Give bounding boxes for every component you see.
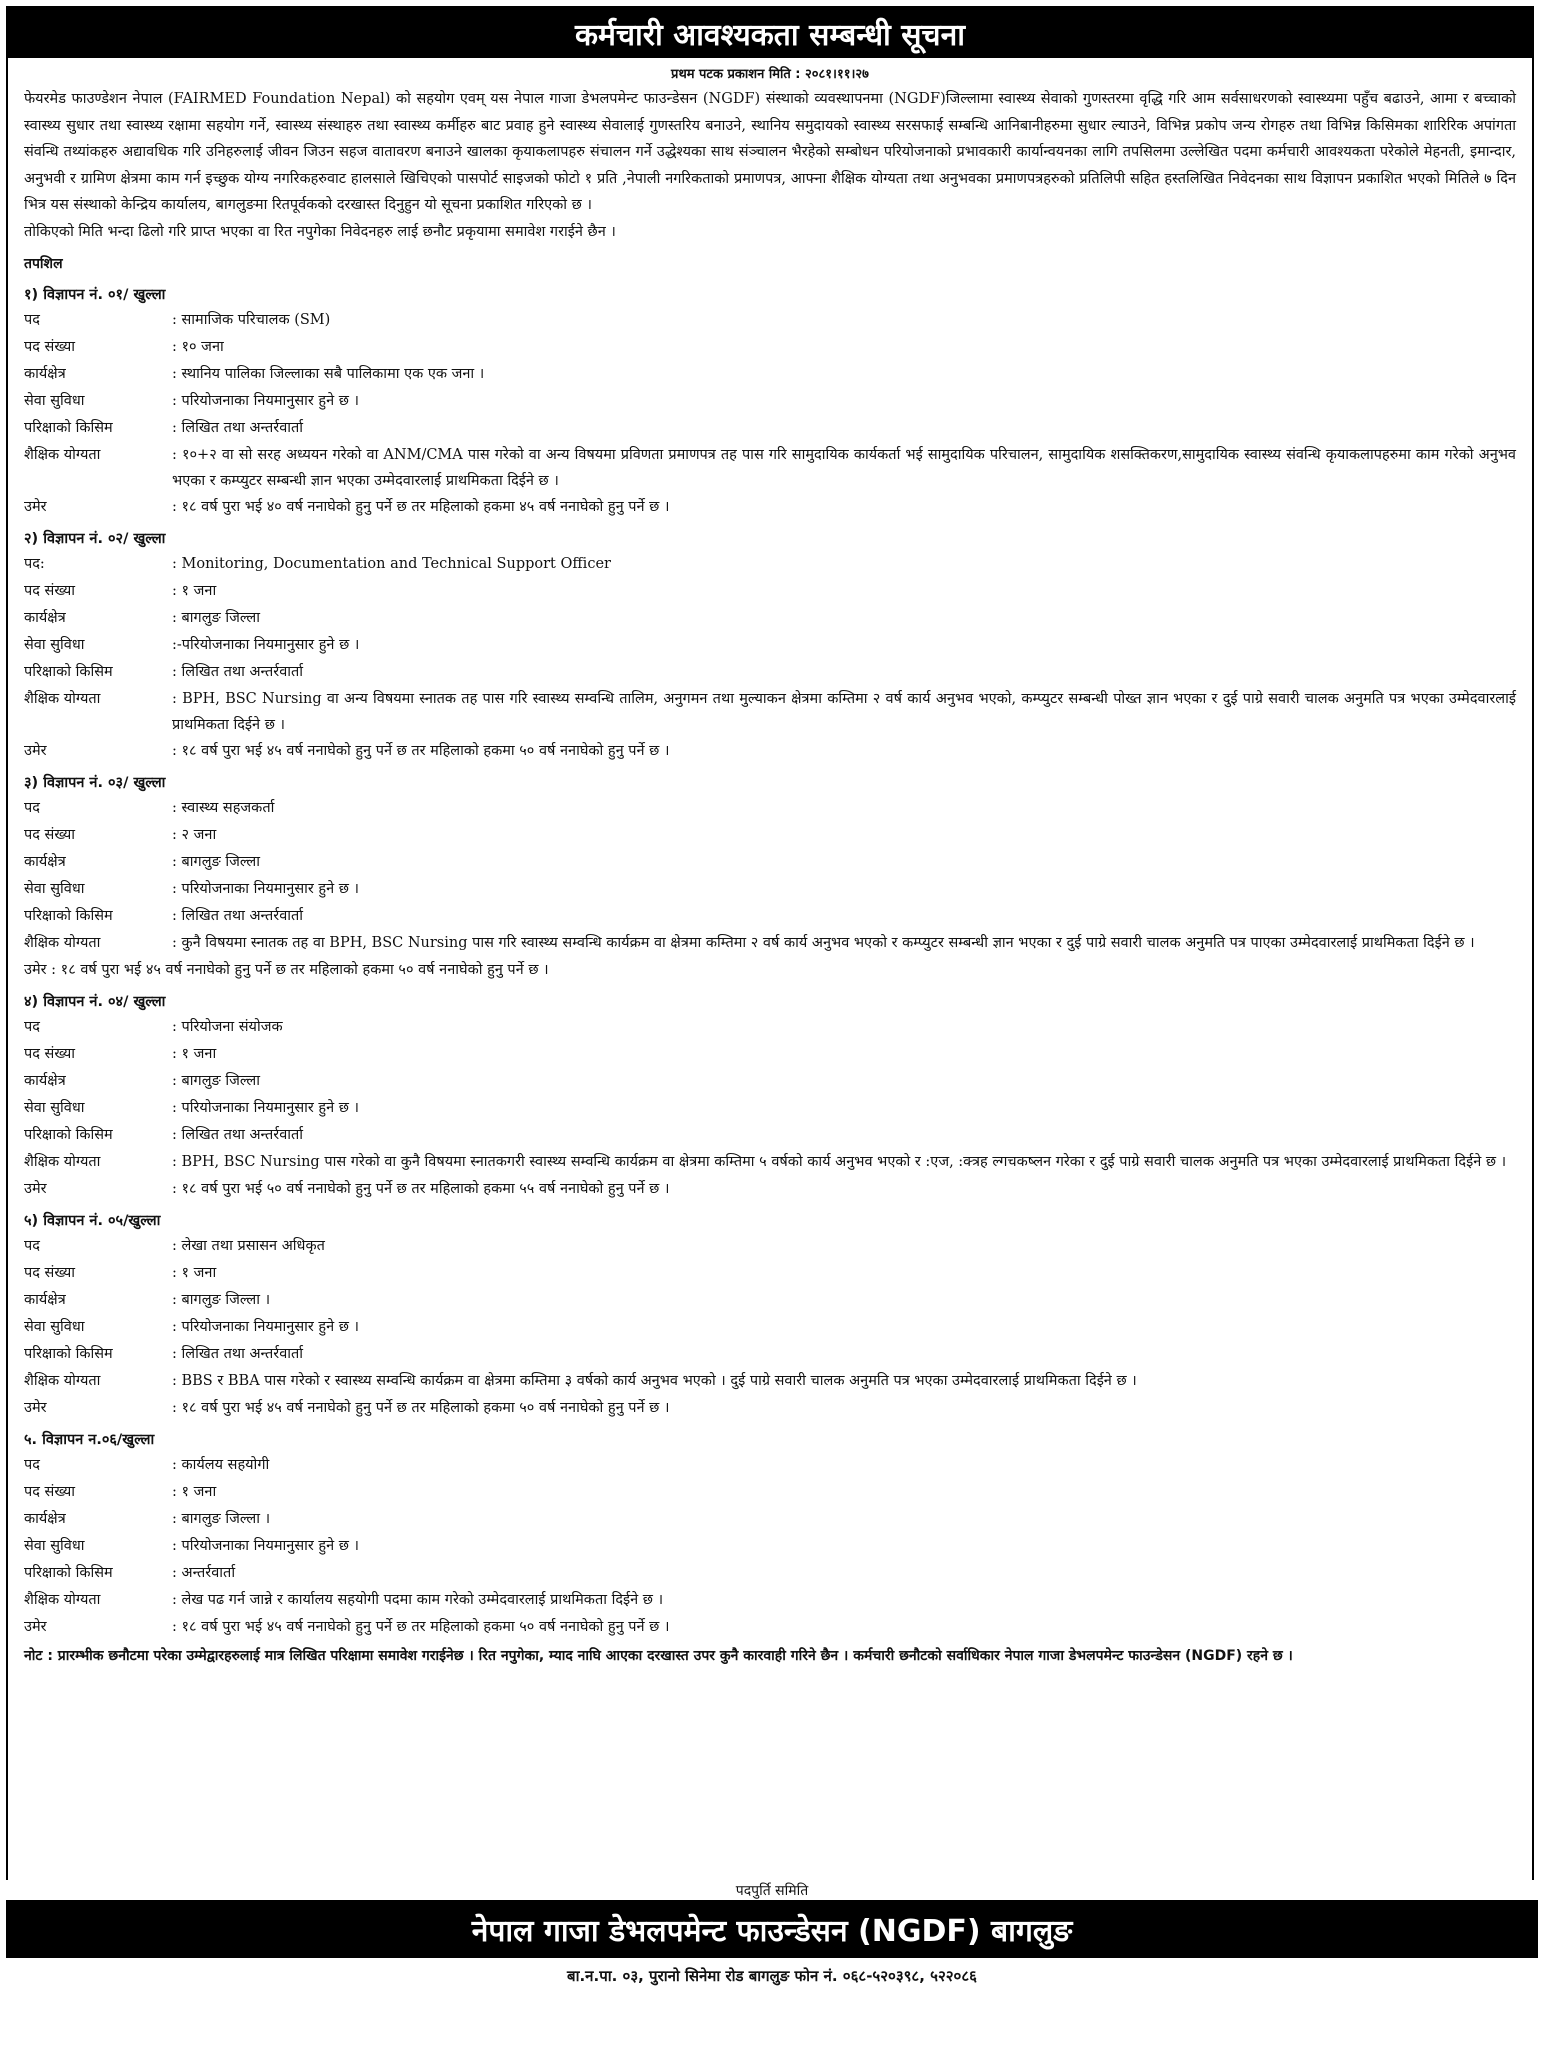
qualification-value: : १०+२ वा सो सरह अध्ययन गरेको वा ANM/CMA पास गरेको वा अन्य विषयमा प्रविणता प्रमाणपत्र तह पास गरि सामुदायिक कार्यकर्ता भई सामुदायिक परिचालन, सामुदायिक शसक्तिकरण,सामुदायिक स्वास्थ्य संवन्धि कृयाकलापहरुमा काम गरेको अनुभव भएका र कम्प्युटर सम्बन्धी ज्ञान भएका उम्मेदवारलाई प्राथमिकता दिईने छ । (172, 447, 1516, 489)
area-label: कार्यक्षेत्र (24, 1073, 66, 1089)
count-row (24, 1479, 1516, 1506)
exam-row (24, 903, 1516, 930)
post-value: : परियोजना संयोजक (172, 1019, 283, 1035)
qualification-row (24, 1587, 1516, 1614)
exam-value: : लिखित तथा अन्तर्रवार्ता (172, 1127, 304, 1143)
count-value: : १ जना (172, 1484, 217, 1500)
area-row (24, 361, 1516, 388)
area-row (24, 1287, 1516, 1314)
qualification-label: शैक्षिक योग्यता (24, 1592, 101, 1608)
selection-note: नोट : प्रारम्भीक छनौटमा परेका उम्मेद्वारहरुलाई मात्र लिखित परिक्षामा समावेश गराईनेछ । रित नपुगेका, म्याद नाघि आएका दरखास्त उपर कुनै कारवाही गरिने छैन । कर्मचारी छनौटको सर्वाधिकार नेपाल गाजा डेभलपमेन्ट फाउन्डेसन (NGDF) रहने छ । (24, 1648, 1293, 1664)
age-row (24, 1395, 1516, 1422)
age-value: : १८ वर्ष पुरा भई ४० वर्ष ननाघेको हुनु पर्ने छ तर महिलाको हकमा ४५ वर्ष ननाघेको हुनु पर्ने छ । (172, 499, 670, 515)
qualification-value: : लेख पढ गर्न जान्ने र कार्यालय सहयोगी पदमा काम गरेको उम्मेदवारलाई प्राथमिकता दिईने छ । (172, 1592, 664, 1608)
count-label: पद संख्या (24, 1046, 75, 1062)
post-row (24, 307, 1516, 334)
qualification-row (24, 1368, 1516, 1395)
organization-address: बा.न.पा. ०३, पुरानो सिनेमा रोड बागलुङ फोन नं. ०६८-५२०३९८, ५२२०८६ (567, 1967, 977, 1985)
facility-row (24, 876, 1516, 903)
post-label: पद (24, 312, 40, 328)
qualification-value: : BPH, BSC Nursing वा अन्य विषयमा स्नातक तह पास गरि स्वास्थ्य सम्वन्धि तालिम, अनुगमन तथा मुल्याकन क्षेत्रमा कम्तिमा २ वर्ष कार्य अनुभव भएको, कम्प्युटर सम्बन्धी पोख्त ज्ञान भएका र दुई पाग्रे सवारी चालक अनुमति पत्र भएका उम्मेदवारलाई प्राथमिकता दिईने छ । (172, 691, 1516, 733)
facility-value: :-परियोजनाका नियमानुसार हुने छ । (172, 637, 360, 653)
qualification-row (24, 686, 1516, 738)
qualification-row (24, 930, 1516, 957)
vacancy-section (24, 1209, 1516, 1422)
qualification-label: शैक्षिक योग्यता (24, 691, 101, 707)
area-label: कार्यक्षेत्र (24, 1292, 66, 1308)
qualification-value: : BPH, BSC Nursing पास गरेको वा कुनै विषयमा स्नातकगरी स्वास्थ्य सम्वन्धि कार्यक्रम वा क्षेत्रमा कम्तिमा ५ वर्षको कार्य अनुभव भएको र :एज, :क्त्रह ल्गचकष्लन गरेका र दुई पाग्रे सवारी चालक अनुमति पत्र भएका उम्मेदवारलाई प्राथमिकता दिईने छ । (172, 1154, 1507, 1170)
exam-value: : लिखित तथा अन्तर्रवार्ता (172, 1346, 304, 1362)
qualification-label: शैक्षिक योग्यता (24, 447, 101, 463)
count-label: पद संख्या (24, 827, 75, 843)
notice-title (8, 8, 1532, 58)
notice-content (8, 82, 1532, 1669)
age-value: : १८ वर्ष पुरा भई ५० वर्ष ननाघेको हुनु पर्ने छ तर महिलाको हकमा ५५ वर्ष ननाघेको हुनु पर्ने छ । (172, 1181, 670, 1197)
post-row (24, 1452, 1516, 1479)
qualification-value: : BBS र BBA पास गरेको र स्वास्थ्य सम्वन्धि कार्यक्रम वा क्षेत्रमा कम्तिमा ३ वर्षको कार्य अनुभव भएको । दुई पाग्रे सवारी चालक अनुमति पत्र भएका उम्मेदवारलाई प्राथमिकता दिईने छ । (172, 1373, 1137, 1389)
area-label: कार्यक्षेत्र (24, 610, 66, 626)
count-value: : १ जना (172, 1046, 217, 1062)
age-row (24, 1614, 1516, 1641)
exam-value: : अन्तर्रवार्ता (172, 1565, 236, 1581)
facility-value: : परियोजनाका नियमानुसार हुने छ । (172, 1319, 360, 1335)
facility-value: : परियोजनाका नियमानुसार हुने छ । (172, 1100, 360, 1116)
vacancy-heading: ५) विज्ञापन नं. ०५/खुल्ला (24, 1213, 161, 1229)
count-label: पद संख्या (24, 1484, 75, 1500)
vacancy-section (24, 283, 1516, 521)
facility-value: : परियोजनाका नियमानुसार हुने छ । (172, 1538, 360, 1554)
post-value: : सामाजिक परिचालक (SM) (172, 312, 331, 328)
post-row (24, 1233, 1516, 1260)
notice-frame (6, 6, 1534, 1886)
exam-row (24, 415, 1516, 442)
count-row (24, 1041, 1516, 1068)
qualification-label: शैक्षिक योग्यता (24, 1373, 101, 1389)
exam-label: परिक्षाको किसिम (24, 1127, 113, 1143)
vacancy-section (24, 527, 1516, 765)
area-value: : स्थानिय पालिका जिल्लाका सबै पालिकामा एक एक जना । (172, 366, 485, 382)
facility-label: सेवा सुविधा (24, 1100, 85, 1116)
post-label: पद (24, 1238, 40, 1254)
age-label: उमेर (24, 743, 47, 759)
qualification-label: शैक्षिक योग्यता (24, 1154, 101, 1170)
exam-label: परिक्षाको किसिम (24, 908, 113, 924)
exam-value: : लिखित तथा अन्तर्रवार्ता (172, 664, 304, 680)
facility-row (24, 388, 1516, 415)
post-label: पद (24, 1457, 40, 1473)
intro-note: तोकिएको मिति भन्दा ढिलो गरि प्राप्त भएका वा रित नपुगेका निवेदनहरु लाई छनौट प्रकृयामा समावेश गराईने छैन । (24, 223, 616, 240)
post-value: : स्वास्थ्य सहजकर्ता (172, 800, 275, 816)
count-value: : १० जना (172, 339, 224, 355)
count-label: पद संख्या (24, 1265, 75, 1281)
facility-row (24, 1533, 1516, 1560)
count-value: : २ जना (172, 827, 217, 843)
organization-banner (6, 1900, 1538, 1958)
vacancy-heading: ५. विज्ञापन न.०६/खुल्ला (24, 1432, 155, 1448)
post-label: पद (24, 800, 40, 816)
vacancy-heading: २) विज्ञापन नं. ०२/ खुल्ला (24, 531, 166, 547)
publication-date: प्रथम पटक प्रकाशन मिति : २०८१।११।२७ (671, 67, 869, 82)
post-value: : कार्यलय सहयोगी (172, 1457, 270, 1473)
facility-label: सेवा सुविधा (24, 1538, 85, 1554)
facility-label: सेवा सुविधा (24, 881, 85, 897)
facility-label: सेवा सुविधा (24, 1319, 85, 1335)
age-label: उमेर (24, 499, 47, 515)
vacancy-section (24, 990, 1516, 1203)
exam-label: परिक्षाको किसिम (24, 1565, 113, 1581)
qualification-label: शैक्षिक योग्यता (24, 935, 101, 951)
area-value: : बागलुङ जिल्ला । (172, 1511, 271, 1527)
qualification-value: : कुनै विषयमा स्नातक तह वा BPH, BSC Nursing पास गरि स्वास्थ्य सम्वन्धि कार्यक्रम वा क्षेत्रमा कम्तिमा २ वर्ष कार्य अनुभव भएको र कम्प्युटर सम्बन्धी ज्ञान भएका र दुई पाग्रे सवारी चालक अनुमति पत्र पाएका उम्मेदवारलाई प्राथमिकता दिईने छ । (172, 935, 1475, 951)
area-label: कार्यक्षेत्र (24, 854, 66, 870)
facility-row (24, 1314, 1516, 1341)
area-value: : बागलुङ जिल्ला । (172, 1292, 271, 1308)
exam-label: परिक्षाको किसिम (24, 420, 113, 436)
vacancy-heading: १) विज्ञापन नं. ०१/ खुल्ला (24, 287, 166, 303)
count-row (24, 822, 1516, 849)
area-label: कार्यक्षेत्र (24, 1511, 66, 1527)
vacancy-heading: ३) विज्ञापन नं. ०३/ खुल्ला (24, 775, 166, 791)
details-heading: तपशिल (24, 256, 63, 272)
notice-title-text: कर्मचारी आवश्यकता सम्बन्धी सूचना (574, 17, 965, 53)
post-row (24, 795, 1516, 822)
exam-label: परिक्षाको किसिम (24, 664, 113, 680)
post-row (24, 551, 1516, 578)
exam-label: परिक्षाको किसिम (24, 1346, 113, 1362)
count-row (24, 334, 1516, 361)
area-row (24, 1068, 1516, 1095)
exam-row (24, 1122, 1516, 1149)
facility-row (24, 1095, 1516, 1122)
facility-row (24, 632, 1516, 659)
committee-label: पदपुर्ति समिति (0, 1880, 1544, 1902)
area-row (24, 1506, 1516, 1533)
qualification-row (24, 1149, 1516, 1176)
area-value: : बागलुङ जिल्ला (172, 854, 261, 870)
facility-label: सेवा सुविधा (24, 393, 85, 409)
exam-row (24, 1560, 1516, 1587)
exam-value: : लिखित तथा अन्तर्रवार्ता (172, 420, 304, 436)
post-label: पद: (24, 556, 45, 572)
facility-value: : परियोजनाका नियमानुसार हुने छ । (172, 881, 360, 897)
age-label: उमेर (24, 1400, 47, 1416)
post-label: पद (24, 1019, 40, 1035)
exam-row (24, 659, 1516, 686)
qualification-row (24, 442, 1516, 494)
age-value: : १८ वर्ष पुरा भई ४५ वर्ष ननाघेको हुनु पर्ने छ तर महिलाको हकमा ५० वर्ष ननाघेको हुनु पर्ने छ । (172, 1619, 670, 1635)
post-row (24, 1014, 1516, 1041)
vacancy-heading: ४) विज्ञापन नं. ०४/ खुल्ला (24, 994, 166, 1010)
age-value: : १८ वर्ष पुरा भई ४५ वर्ष ननाघेको हुनु पर्ने छ तर महिलाको हकमा ५० वर्ष ननाघेको हुनु पर्ने छ । (172, 1400, 670, 1416)
intro-paragraph: फेयरमेड फाउण्डेशन नेपाल (FAIRMED Foundation Nepal) को सहयोग एवम् यस नेपाल गाजा डेभलपमेन्ट फाउन्डेसन (NGDF) संस्थाको व्यवस्थापनमा (NGDF)जिल्लामा स्वास्थ्य सेवाको गुणस्तरमा वृद्धि गरि आम सर्वसाधरणको स्वास्थ्यमा पहुँच बढाउने, आमा र बच्चाको स्वास्थ्य सुधार तथा स्वास्थ्य रक्षामा सहयोग गर्ने, स्वास्थ्य संस्थाहरु तथा स्वास्थ्य कर्मीहरु बाट प्रवाह हुने स्वास्थ्य सेवालाई गुणस्तरिय बनाउने, स्थानिय समुदायको स्वास्थ्य सरसफाई सम्बन्धि आनिबानीहरुमा सुधार ल्याउने, विभिन्न प्रकोप जन्य रोगहरु तथा विभिन्न किसिमका शारिरिक अपांगता संवन्धि तथ्यांकहरु अद्यावधिक गरि उनिहरुलाई जीवन जिउन सहज वातावरण बनाउने खालका कृयाकलापहरु संचालन गर्ने उद्धेश्यका साथ संञ्चालन भैरहेको सम्बोधन परियोजनाको प्रभावकारी कार्यान्वयनका लागि तपसिलमा उल्लेखित पदमा कर्मचारी आवश्यकता परेकोले मेहनती, इमान्दार, अनुभवी र ग्रामिण क्षेत्रमा काम गर्न इच्छुक योग्य नगरिकहरुवाट हालसाले खिचिएको पासपोर्ट साइजको फोटो १ प्रति ,नेपाली नगरिकताको प्रमाणपत्र, आफ्ना शैक्षिक योग्यता तथा अनुभवका प्रमाणपत्रहरुको प्रतिलिपी सहित हस्तलिखित निवेदनका साथ विज्ञापन प्रकाशित भएको मितिले ७ दिन भित्र यस संस्थाको केन्द्रिय कार्यालय, बागलुङमा रितपूर्वकको दरखास्त दिनुहुन यो सूचना प्रकाशित गरिएको छ । (24, 91, 1516, 213)
area-row (24, 605, 1516, 632)
count-row (24, 578, 1516, 605)
age-label: उमेर (24, 1619, 47, 1635)
age-line: उमेर : १८ वर्ष पुरा भई ४५ वर्ष ननाघेको हुनु पर्ने छ तर महिलाको हकमा ५० वर्ष ननाघेको हुनु पर्ने छ । (24, 962, 549, 978)
count-label: पद संख्या (24, 339, 75, 355)
age-label: उमेर (24, 1181, 47, 1197)
count-label: पद संख्या (24, 583, 75, 599)
organization-name: नेपाल गाजा डेभलपमेन्ट फाउन्डेसन (NGDF) बागलुङ (471, 1913, 1073, 1949)
exam-value: : लिखित तथा अन्तर्रवार्ता (172, 908, 304, 924)
facility-label: सेवा सुविधा (24, 637, 85, 653)
age-value: : १८ वर्ष पुरा भई ४५ वर्ष ननाघेको हुनु पर्ने छ तर महिलाको हकमा ५० वर्ष ननाघेको हुनु पर्ने छ । (172, 743, 670, 759)
area-label: कार्यक्षेत्र (24, 366, 66, 382)
age-row (24, 1176, 1516, 1203)
area-value: : बागलुङ जिल्ला (172, 1073, 261, 1089)
facility-value: : परियोजनाका नियमानुसार हुने छ । (172, 393, 360, 409)
age-row (24, 494, 1516, 521)
vacancy-section (24, 1428, 1516, 1641)
intro (24, 86, 1516, 245)
exam-row (24, 1341, 1516, 1368)
age-row (24, 738, 1516, 765)
count-row (24, 1260, 1516, 1287)
count-value: : १ जना (172, 583, 217, 599)
area-row (24, 849, 1516, 876)
count-value: : १ जना (172, 1265, 217, 1281)
post-value: : लेखा तथा प्रसासन अधिकृत (172, 1238, 325, 1254)
area-value: : बागलुङ जिल्ला (172, 610, 261, 626)
vacancy-section (24, 771, 1516, 984)
post-value: : Monitoring, Documentation and Technical Support Officer (172, 556, 611, 572)
